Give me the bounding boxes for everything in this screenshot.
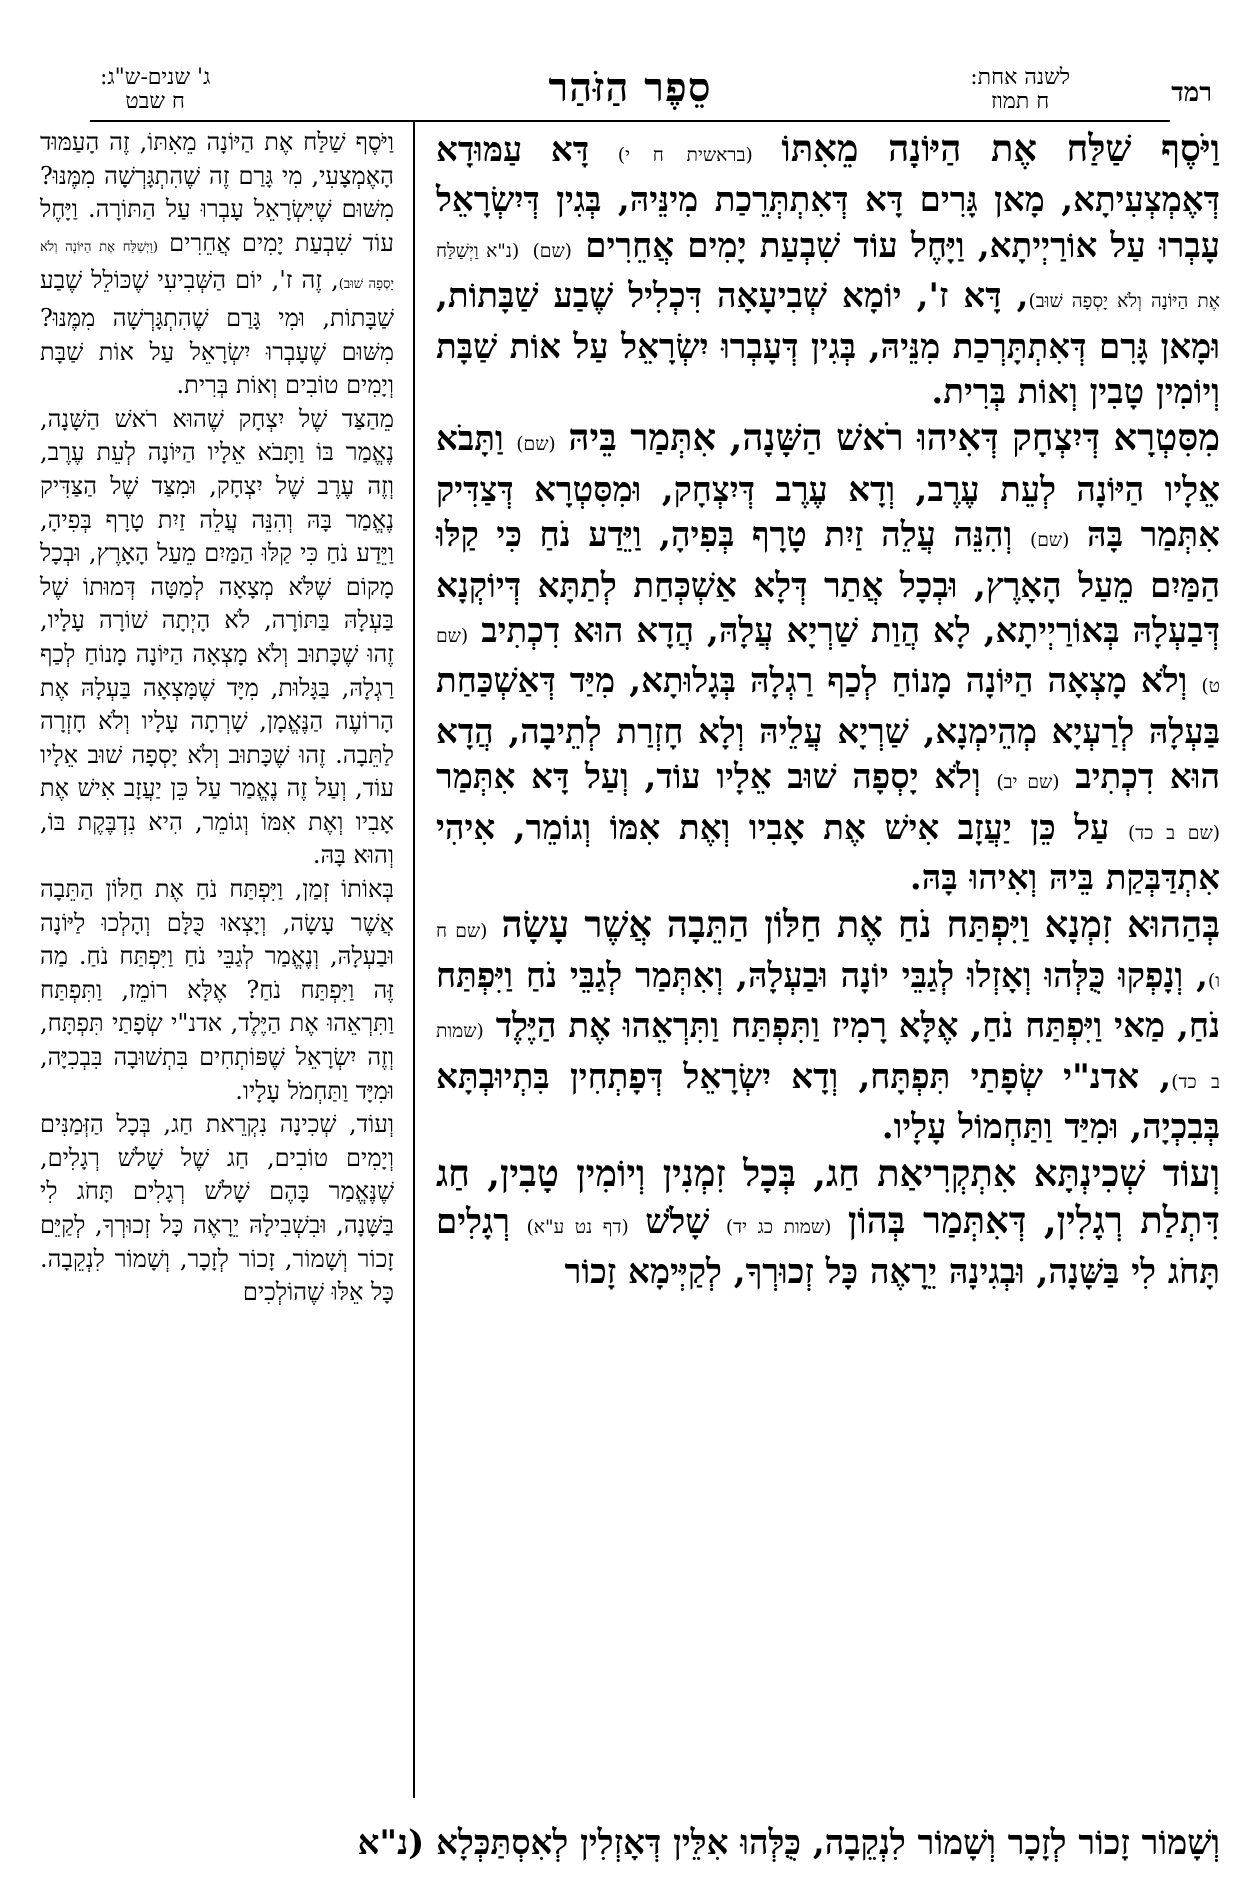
yearly-schedule-date: ח תמוז bbox=[991, 89, 1050, 114]
main-p1-opening: וַיֹּסֶף שַׁלַּח אֶת הַיּוֹנָה מֵאִתּוֹ bbox=[781, 127, 1220, 170]
side-p1-ref: (וַיְשַׁלַּח אֶת הַיּוֹנָה וְלֹא יָסְפָה שׁוּב) bbox=[40, 239, 395, 293]
main-p4-ref2: (דף נט ע"א) bbox=[526, 1216, 629, 1238]
side-paragraph-2: מֵהַצַּד שֶׁל יִצְחָק שֶׁהוּא רֹאשׁ הַשָּׁנָה, נֶאֱמַר בּוֹ וַתָּבֹא אֵלָיו הַיּוֹנָה לְעֵת עֶרֶב, וְזֶה עֶרֶב שֶׁל יִצְחָק, וּמִצַּד שֶׁל הַצַּדִּיק נֶאֱמַר בָּהּ וְהִנֵּה עֲלֵה זַיִת טָרָף בְּפִיהָ, וַיֵּדַע נֹחַ כִּי קַלּוּ הַמַּיִם מֵעַל הָאָרֶץ, וּבְכָל מָקוֹם שֶׁלֹּא מְצָאָה לְמַטָּה דְּמוּתוֹ שֶׁל בַּעְלָהּ בַּתּוֹרָה, לֹא הָיְתָה שׁוֹרָה עָלָיו, זֶהוּ שֶׁכָּתוּב וְלֹא מָצְאָה הַיּוֹנָה מָנוֹחַ לְכַף רַגְלָהּ, בַּגָּלוּת, מִיָּד שֶׁמָּצְאָה בַּעְלָהּ אֶת הָרוֹעֶה הַנֶּאֱמָן, שָׁרְתָה עָלָיו וְלֹא חָזְרָה לַתֵּבָה. זֶהוּ שֶׁכָּתוּב וְלֹא יָסְפָה שׁוּב אֵלָיו עוֹד, וְעַל זֶה נֶאֱמַר עַל כֵּן יַעֲזָב אִישׁ אֶת אָבִיו וְאֶת אִמּוֹ וְגוֹמֵר, הִיא נִדְבֶּקֶת בּוֹ, וְהוּא בָּהּ. bbox=[40, 404, 394, 870]
main-p3-text-c: , אדנ"י שְׂפָתַי תִּפְתָּח, וְדָא יִשְׂרָאֵל דְּפָתְחִין בִּתְיוּבְתָּא בְּבִכְיָה, וּמִיַּד וַתַּחְמוֹל עָלָיו. bbox=[436, 1056, 1220, 1148]
main-p2-text-b: וַתָּבֹא אֵלָיו הַיּוֹנָה לְעֵת עֶרֶב, וְדָא עֶרֶב דְּיִצְחָק, וּמִסִּטְרָא דְּצַדִּיק אִתְּמַר בָּהּ bbox=[436, 419, 1221, 556]
page-header bbox=[40, 62, 1220, 118]
main-p2-ref4: (שם יב) bbox=[996, 772, 1060, 794]
three-year-schedule-title: ג' שנים-ש"ג: bbox=[100, 65, 211, 90]
side-paragraph-3: בְּאוֹתוֹ זְמַן, וַיִּפְתַּח נֹחַ אֶת חַלּוֹן הַתֵּבָה אֲשֶׁר עָשָׂה, וְיָצְאוּ כֻּלָּם וְהָלְכוּ לַיּוֹנָה וּבַעְלָהּ, וְנֶאֱמַר לְגַבֵּי נֹחַ וַיִּפְתַּח נֹחַ. מַה זֶּה וַיִּפְתַּח נֹחַ? אֶלָּא רוֹמֵז, וַתִּפְתַּח וַתִּרְאֵהוּ אֶת הַיֶּלֶד, אדנ"י שְׂפָתַי תִּפְתָּח, וְזֶה יִשְׂרָאֵל שֶׁפּוֹתְחִים בִּתְשׁוּבָה בִּבְכִיָּה, וּמִיָּד וַתַּחְמֹל עָלָיו. bbox=[40, 875, 394, 1105]
main-paragraph-4 bbox=[436, 1151, 1220, 1296]
main-paragraph-2 bbox=[436, 415, 1220, 901]
hebrew-translation-column bbox=[40, 126, 394, 1798]
main-p1-text-b: , דָּא ז', יוֹמָא שְׁבִיעָאָה דִּכְלִיל שֶׁבַע שַׁבָּתוֹת, וּמָאן גָּרִם דְּאִתְתָּרְכַת מִנֵּיהּ, בְּגִין דְּעָבְרוּ יִשְׂרָאֵל עַל אוֹת שַׁבָּת וְיוֹמִין טָבִין וְאוֹת בְּרִית. bbox=[436, 276, 1220, 413]
main-p2-ref1: (שם) bbox=[516, 434, 556, 456]
main-p2-ref2: (שם) bbox=[1029, 530, 1070, 552]
main-p3-text-a: בְּהַהוּא זִמְנָא וַיִּפְתַּח נֹחַ אֶת חַלּוֹן הַתֵּבָה אֲשֶׁר עָשָׂה bbox=[501, 902, 1220, 946]
main-paragraph-3 bbox=[436, 902, 1220, 1151]
main-p1-ref2: (שם) bbox=[532, 240, 572, 262]
aramaic-main-column bbox=[436, 126, 1220, 1798]
side-paragraph-1 bbox=[40, 126, 394, 403]
main-p1-text-a: דָּא עַמּוּדָא דְּאֶמְצְעִיתָא, מָאן גָּרִים דָּא דְּאִתְתְּרֵכַת מִינֵּיהּ, בְּגִין דְּיִשְׂרָאֵל עָבְרוּ עַל אוֹרַיְיתָא, וַיָּחֶל עוֹד שִׁבְעַת יָמִים אֲחֵרִים bbox=[436, 130, 1220, 266]
main-p4-ref1: (שמות כג יד) bbox=[725, 1216, 832, 1238]
side-paragraph-4: וְעוֹד, שְׁכִינָה נִקְרֵאת חַג, בְּכָל הַזְּמַנִּים וְיָמִים טוֹבִים, חַג שֶׁל שָׁלֹשׁ רְגָלִים, שֶׁנֶּאֱמַר בָּהֶם שָׁלֹשׁ רְגָלִים תָּחֹג לִי בַּשָּׁנָה, וּבִשְׁבִילָהּ יֵרָאֶה כָּל זְכוּרְךָ, לְקַיֵּם זָכוֹר וְשָׁמוֹר, זָכוֹר לְזָכָר, וְשָׁמוֹר לִנְקֵבָה. כָּל אֵלּוּ שֶׁהוֹלְכִים bbox=[40, 1110, 394, 1307]
three-year-schedule-label bbox=[100, 66, 210, 114]
book-title: סֵפֶר הַזֹּהַר bbox=[548, 64, 712, 111]
page-number: רמד bbox=[1171, 78, 1212, 108]
side-p1-text-a: וַיֹּסֶף שַׁלַּח אֶת הַיּוֹנָה מֵאִתּוֹ, זֶה הָעַמּוּד הָאֶמְצָעִי, מִי גָּרַם זֶה שֶׁהִתְגָּרְשָׁה מִמֶּנּוּ? מִשּׁוּם שֶׁיִּשְׂרָאֵל עָבְרוּ עַל הַתּוֹרָה. וַיָּחֶל עוֹד שִׁבְעַת יָמִים אֲחֵרִים bbox=[40, 128, 394, 257]
page-bottom-line: וְשָׁמוֹר זָכוֹר לְזָכָר וְשָׁמוֹר לִנְקֵבָה, כֻּלְּהוּ אִלֵּין דְּאָזְלִין לְאִסְתַּכְּלָא (נ"א bbox=[357, 1823, 1220, 1863]
three-year-schedule-date: ח שבט bbox=[125, 89, 185, 114]
main-p2-text-f: עַל כֵּן יַעֲזָב אִישׁ אֶת אָבִיו וְאֶת אִמּוֹ וְגוֹמֵר, אִיהִי אִתְדַּבְּקַת בֵּיהּ וְאִיהוּ בָּהּ. bbox=[436, 807, 1220, 899]
main-p1-ref3: (נ"א וַיְשַׁלַּח אֶת הַיּוֹנָה וְלֹא יָסְפָה שׁוּב) bbox=[436, 240, 1220, 313]
main-p2-text-d: וְלֹא מָצְאָה הַיּוֹנָה מָנוֹחַ לְכַף רַגְלָהּ בְּגָלוּתָא, מִיַּד דְּאַשְׁכַּחַת בַּעְלָהּ לְרַעְיָא מְהֵימְנָא, שַׁרְיָא עֲלֵיהּ וְלָא חָזְרַת לְתֵיבָה, הֲדָא הוּא דִכְתִיב bbox=[436, 661, 1221, 798]
main-p4-text-c: רְגָלִים תָּחֹג לִי בַּשָּׁנָה, וּבְגִינָהּ יֵרָאֶה כָּל זְכוּרְךָ, לְקַיְּימָא זָכוֹר bbox=[436, 1201, 1220, 1293]
side-p1-text-b: , זֶה ז', יוֹם הַשְּׁבִיעִי שֶׁכּוֹלֵל שֶׁבַע שַׁבָּתוֹת, וּמִי גָּרַם שֶׁהִתְגָּרְשָׁה מִמֶּנּוּ? מִשּׁוּם שֶׁעָבְרוּ יִשְׂרָאֵל עַל אוֹת שַׁבָּת וְיָמִים טוֹבִים וְאוֹת בְּרִית. bbox=[40, 266, 394, 400]
main-p1-ref1: (בראשית ח י) bbox=[617, 145, 753, 166]
main-p2-ref5: (שם ב כד) bbox=[1128, 822, 1220, 844]
main-p2-ref3: (שם ט) bbox=[436, 626, 1220, 698]
main-p2-text-c: וְהִנֵּה עֲלֵה זַיִת טָרָף בְּפִיהָ, וַיֵּדַע נֹחַ כִּי קַלּוּ הַמַּיִם מֵעַל הָאָרֶץ, וּבְכָל אֲתַר דְּלָא אַשְׁכְּחַת לְתַתָּא דְּיוֹקְנָא דְּבַעְלָהּ בְּאוֹרַיְיתָא, לָא הֲוַת שַׁרְיָא עֲלָהּ, הֲדָא הוּא דִכְתִיב bbox=[436, 515, 1221, 652]
main-p3-ref1: (שם ח ו) bbox=[436, 920, 1220, 992]
main-p4-text-b: שָׁלֹשׁ bbox=[645, 1201, 710, 1242]
main-p3-ref2: (שמות ב כד) bbox=[436, 1021, 1221, 1093]
main-p3-text-b: , וְנָפְקוּ כֻּלְּהוּ וְאָזְלוּ לְגַבֵּי יוֹנָה וּבַעְלָהּ, וְאִתְּמַר לְגַבֵּי נֹחַ וַיִּפְתַּח נֹחַ, מַאי וַיִּפְתַּח נֹחַ, אֶלָּא רָמִיז וַתִּפְתַּח וַתִּרְאֵהוּ אֶת הַיֶּלֶד bbox=[436, 955, 1220, 1047]
main-p2-text-e: וְלֹא יָסְפָה שׁוּב אֵלָיו עוֹד, וְעַל דָּא אִתְּמַר bbox=[436, 757, 981, 798]
yearly-schedule-title: לשנה אחת: bbox=[970, 65, 1070, 90]
main-p2-text-a: מִסִּטְרָא דְּיִצְחָק דְּאִיהוּ רֹאשׁ הַשָּׁנָה, אִתְּמַר בֵּיהּ bbox=[568, 416, 1221, 460]
column-divider bbox=[413, 120, 415, 1798]
header-divider bbox=[90, 120, 1170, 122]
main-p4-text-a: וְעוֹד שְׁכִינְתָּא אִתְקְרִיאַת חַג, בְּכָל זִמְנִין וְיוֹמִין טָבִין, חַג דִּתְלַת רְגָלִין, דְּאִתְּמַר בְּהוֹן bbox=[436, 1151, 1221, 1242]
main-paragraph-1 bbox=[436, 126, 1220, 415]
